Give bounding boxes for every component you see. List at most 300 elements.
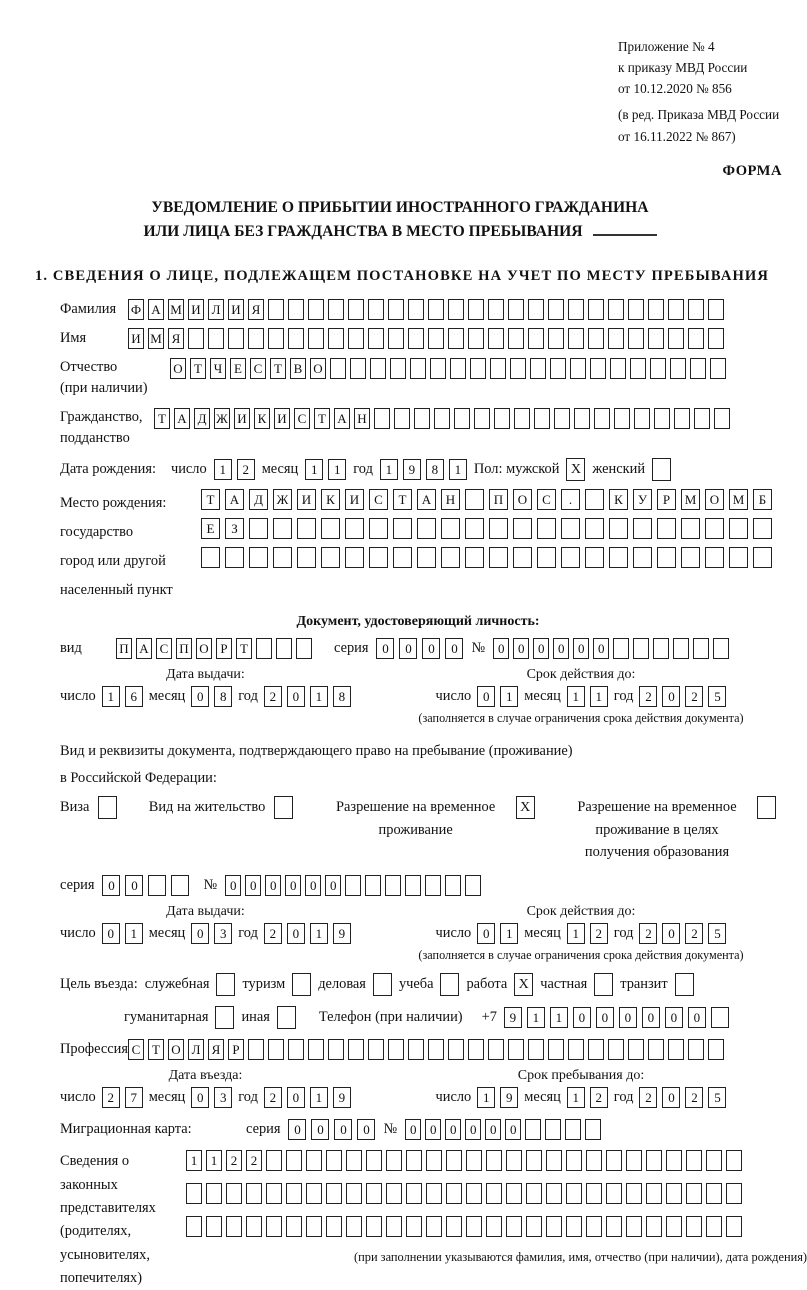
- stay-until-header: Срок пребывания до:: [517, 1068, 645, 1084]
- char-box: 2: [639, 686, 657, 707]
- birth-place-label-line2: государство: [60, 524, 134, 541]
- char-box: [208, 328, 224, 349]
- char-box: 9: [504, 1007, 522, 1028]
- char-box: [489, 547, 508, 568]
- doc-expiry-month-boxes: [567, 686, 608, 707]
- purpose-inaya-checkbox: [277, 1006, 296, 1029]
- char-box: И: [228, 299, 244, 320]
- char-box: [410, 358, 426, 379]
- char-box: [246, 1216, 262, 1237]
- char-box: З: [225, 518, 244, 539]
- char-box: [566, 1150, 582, 1171]
- char-box: [434, 408, 450, 429]
- char-box: [606, 1216, 622, 1237]
- doc-number-label: №: [471, 639, 486, 656]
- char-box: [445, 875, 461, 896]
- month-word: месяц: [148, 687, 186, 704]
- char-box: [466, 1216, 482, 1237]
- entry-date-header: Дата въезда:: [168, 1068, 243, 1084]
- char-box: Т: [393, 489, 412, 510]
- char-box: К: [609, 489, 628, 510]
- char-box: [171, 875, 189, 896]
- char-box: 0: [287, 1087, 305, 1108]
- char-box: [711, 1007, 729, 1028]
- char-box: 0: [325, 875, 341, 896]
- char-box: [650, 358, 666, 379]
- char-box: [474, 408, 490, 429]
- char-box: [673, 638, 689, 659]
- representatives-boxes-row1: [186, 1150, 807, 1171]
- char-box: 0: [665, 1007, 683, 1028]
- char-box: [608, 1039, 624, 1060]
- char-box: [585, 489, 604, 510]
- char-box: [706, 1216, 722, 1237]
- form-title-line1: УВЕДОМЛЕНИЕ О ПРИБЫТИИ ИНОСТРАННОГО ГРАЖДАНИНА: [151, 198, 649, 216]
- day-word: число: [435, 687, 472, 704]
- section-1-heading: 1. СВЕДЕНИЯ О ЛИЦЕ, ПОДЛЕЖАЩЕМ ПОСТАНОВКЕ НА УЧЕТ ПО МЕСТУ ПРЕБЫВАНИЯ: [34, 267, 770, 284]
- representatives-boxes-row2: [186, 1183, 807, 1204]
- char-box: [201, 547, 220, 568]
- char-box: [668, 328, 684, 349]
- purpose-gumanitarnaya-checkbox: [215, 1006, 234, 1029]
- char-box: [386, 1216, 402, 1237]
- char-box: [249, 518, 268, 539]
- purpose-row: [60, 973, 776, 996]
- entry-date-block: [60, 1068, 351, 1108]
- char-box: 9: [333, 923, 351, 944]
- char-box: 0: [662, 686, 680, 707]
- char-box: [726, 1183, 742, 1204]
- char-box: [546, 1183, 562, 1204]
- char-box: О: [705, 489, 724, 510]
- legal-header-line: от 16.11.2022 № 867): [618, 128, 736, 144]
- char-box: [328, 1039, 344, 1060]
- char-box: [225, 547, 244, 568]
- patronymic-label-line2: (при наличии): [60, 379, 148, 396]
- char-box: И: [128, 328, 144, 349]
- month-word: месяц: [524, 925, 561, 942]
- char-box: [726, 1150, 742, 1171]
- doc-type-row: [60, 638, 776, 659]
- char-box: [266, 1150, 282, 1171]
- char-box: 0: [102, 923, 120, 944]
- char-box: 8: [426, 459, 444, 480]
- doc-restriction-note: (заполняется в случае ограничения срока действия документа): [418, 710, 744, 725]
- char-box: [405, 875, 421, 896]
- char-box: 0: [405, 1119, 421, 1140]
- legal-header-line: (в ред. Приказа МВД России: [618, 107, 780, 123]
- birth-place-boxes-row1: [201, 489, 772, 510]
- char-box: Ж: [214, 408, 230, 429]
- char-box: 8: [214, 686, 232, 707]
- char-box: [614, 408, 630, 429]
- day-word: число: [60, 1089, 96, 1106]
- char-box: [546, 1150, 562, 1171]
- char-box: [694, 408, 710, 429]
- char-box: [690, 358, 706, 379]
- char-box: [628, 1039, 644, 1060]
- purpose-tranzit-checkbox: [675, 973, 694, 996]
- char-box: [490, 358, 506, 379]
- char-box: [426, 1183, 442, 1204]
- char-box: [465, 547, 484, 568]
- char-box: [714, 408, 730, 429]
- char-box: [186, 1216, 202, 1237]
- char-box: [248, 1039, 264, 1060]
- char-box: [708, 299, 724, 320]
- char-box: [588, 1039, 604, 1060]
- permit-number-label: №: [203, 877, 218, 894]
- char-box: 0: [422, 638, 440, 659]
- char-box: [488, 1039, 504, 1060]
- char-box: К: [321, 489, 340, 510]
- char-box: [297, 547, 316, 568]
- permit-issue-dateline: [60, 923, 351, 944]
- char-box: 1: [214, 459, 232, 480]
- char-box: 1: [567, 686, 585, 707]
- residence-doc-options: [60, 796, 776, 863]
- char-box: 0: [662, 1087, 680, 1108]
- char-box: 0: [311, 1119, 329, 1140]
- char-box: [613, 638, 629, 659]
- purpose-item-label: иная: [241, 1009, 270, 1026]
- char-box: 0: [619, 1007, 637, 1028]
- char-box: [608, 328, 624, 349]
- char-box: [713, 638, 729, 659]
- char-box: [561, 518, 580, 539]
- char-box: Я: [208, 1039, 224, 1060]
- purpose-item-label: деловая: [318, 976, 366, 993]
- char-box: [566, 1216, 582, 1237]
- char-box: [276, 638, 292, 659]
- char-box: 9: [333, 1087, 351, 1108]
- char-box: [686, 1150, 702, 1171]
- year-word: год: [238, 687, 258, 704]
- char-box: .: [561, 489, 580, 510]
- char-box: 1: [102, 686, 120, 707]
- migration-card-label: Миграционная карта:: [60, 1121, 192, 1138]
- phone-label: Телефон (при наличии): [318, 1009, 463, 1026]
- char-box: [585, 547, 604, 568]
- char-box: Н: [354, 408, 370, 429]
- phone-prefix: +7: [481, 1009, 497, 1026]
- char-box: [268, 299, 284, 320]
- residence-permit-option: [149, 796, 294, 819]
- char-box: [306, 1216, 322, 1237]
- char-box: 0: [493, 638, 509, 659]
- char-box: [510, 358, 526, 379]
- char-box: [706, 1150, 722, 1171]
- migration-number-label: №: [383, 1121, 398, 1138]
- char-box: 0: [287, 686, 305, 707]
- char-box: 9: [500, 1087, 518, 1108]
- char-box: [609, 547, 628, 568]
- char-box: 2: [590, 923, 608, 944]
- title-blank-line: [593, 220, 657, 236]
- char-box: 0: [425, 1119, 441, 1140]
- surname-row: [60, 299, 776, 320]
- char-box: И: [345, 489, 364, 510]
- char-box: [633, 518, 652, 539]
- char-box: И: [274, 408, 290, 429]
- char-box: О: [513, 489, 532, 510]
- char-box: [268, 328, 284, 349]
- char-box: 2: [264, 686, 282, 707]
- char-box: [470, 358, 486, 379]
- char-box: [406, 1216, 422, 1237]
- char-box: 3: [214, 923, 232, 944]
- representatives-label-line: Сведения о: [60, 1153, 130, 1170]
- char-box: А: [136, 638, 152, 659]
- char-box: 0: [287, 923, 305, 944]
- permit-restriction-note: (заполняется в случае ограничения срока действия документа): [418, 948, 744, 963]
- char-box: 7: [125, 1087, 143, 1108]
- doc-series-label: серия: [334, 639, 369, 656]
- char-box: [297, 518, 316, 539]
- char-box: [465, 489, 484, 510]
- permit-number-boxes: [225, 875, 481, 896]
- char-box: [486, 1150, 502, 1171]
- char-box: [657, 518, 676, 539]
- char-box: Л: [208, 299, 224, 320]
- char-box: [266, 1183, 282, 1204]
- birth-place-row: [60, 489, 776, 604]
- char-box: 1: [310, 1087, 328, 1108]
- char-box: В: [290, 358, 306, 379]
- stay-until-dateline: [436, 1087, 727, 1108]
- char-box: [506, 1183, 522, 1204]
- representatives-labels: [60, 1150, 186, 1290]
- char-box: [288, 1039, 304, 1060]
- char-box: [586, 1150, 602, 1171]
- char-box: 1: [449, 459, 467, 480]
- citizenship-boxes: [154, 408, 730, 429]
- char-box: 6: [125, 686, 143, 707]
- char-box: [228, 328, 244, 349]
- char-box: [417, 547, 436, 568]
- permit-expiry-block: [386, 904, 776, 963]
- char-box: 0: [533, 638, 549, 659]
- doc-expiry-header: Срок действия до:: [526, 666, 636, 682]
- char-box: 0: [102, 875, 120, 896]
- char-box: [448, 328, 464, 349]
- char-box: [489, 518, 508, 539]
- char-box: [648, 328, 664, 349]
- char-box: Т: [154, 408, 170, 429]
- char-box: [374, 408, 390, 429]
- char-box: [628, 328, 644, 349]
- birth-place-boxes: [201, 489, 772, 576]
- permit-expiry-day-boxes: [477, 923, 518, 944]
- char-box: [393, 547, 412, 568]
- char-box: 1: [500, 923, 518, 944]
- surname-boxes: [128, 299, 724, 320]
- char-box: [626, 1216, 642, 1237]
- char-box: 1: [125, 923, 143, 944]
- identity-doc-heading: Документ, удостоверяющий личность:: [296, 613, 540, 629]
- char-box: [514, 408, 530, 429]
- char-box: [488, 328, 504, 349]
- month-word: месяц: [524, 1089, 561, 1106]
- purpose-chastnaya-checkbox: [594, 973, 613, 996]
- char-box: 2: [237, 459, 255, 480]
- year-word: год: [613, 687, 634, 704]
- char-box: 0: [573, 638, 589, 659]
- char-box: [346, 1150, 362, 1171]
- citizenship-row: [60, 407, 776, 449]
- char-box: [565, 1119, 581, 1140]
- purpose-row2: [124, 1006, 776, 1029]
- char-box: [186, 1183, 202, 1204]
- day-word: число: [170, 461, 207, 478]
- char-box: [705, 518, 724, 539]
- char-box: К: [254, 408, 270, 429]
- char-box: М: [729, 489, 748, 510]
- permit-issue-year-boxes: [264, 923, 351, 944]
- day-word: число: [435, 1089, 472, 1106]
- purpose-item-label: туризм: [242, 976, 286, 993]
- migration-series-boxes: [288, 1119, 375, 1140]
- char-box: [286, 1183, 302, 1204]
- char-box: 0: [513, 638, 529, 659]
- char-box: [248, 328, 264, 349]
- char-box: [585, 1119, 601, 1140]
- char-box: [246, 1183, 262, 1204]
- stay-year-boxes: [639, 1087, 726, 1108]
- char-box: 2: [639, 1087, 657, 1108]
- profession-boxes: [128, 1039, 724, 1060]
- visa-label: Виза: [60, 799, 90, 816]
- doc-dates-row: [60, 667, 776, 726]
- char-box: [526, 1216, 542, 1237]
- char-box: Д: [194, 408, 210, 429]
- patronymic-label: [60, 357, 170, 399]
- char-box: [586, 1216, 602, 1237]
- char-box: [446, 1150, 462, 1171]
- char-box: [526, 1150, 542, 1171]
- char-box: [369, 518, 388, 539]
- char-box: [668, 1039, 684, 1060]
- char-box: [654, 408, 670, 429]
- birth-place-label-line1: Место рождения:: [60, 495, 167, 512]
- char-box: [686, 1183, 702, 1204]
- char-box: 1: [567, 923, 585, 944]
- char-box: Ф: [128, 299, 144, 320]
- char-box: 1: [477, 1087, 495, 1108]
- char-box: [590, 358, 606, 379]
- char-box: [508, 1039, 524, 1060]
- char-box: [568, 1039, 584, 1060]
- char-box: 1: [500, 686, 518, 707]
- char-box: [406, 1150, 422, 1171]
- purpose-item-label: учеба: [398, 976, 434, 993]
- char-box: [206, 1216, 222, 1237]
- permit-series-row: [60, 875, 776, 896]
- char-box: [648, 1039, 664, 1060]
- char-box: [508, 299, 524, 320]
- char-box: С: [250, 358, 266, 379]
- char-box: [306, 1150, 322, 1171]
- form-title-line2: ИЛИ ЛИЦА БЕЗ ГРАЖДАНСТВА В МЕСТО ПРЕБЫВАНИЯ: [143, 222, 583, 240]
- char-box: 0: [573, 1007, 591, 1028]
- purpose-prefix: Цель въезда:: [60, 976, 138, 993]
- char-box: [249, 547, 268, 568]
- char-box: А: [174, 408, 190, 429]
- char-box: [548, 299, 564, 320]
- char-box: [468, 1039, 484, 1060]
- char-box: 0: [334, 1119, 352, 1140]
- entry-month-boxes: [191, 1087, 232, 1108]
- migration-series-label: серия: [246, 1121, 281, 1138]
- char-box: М: [148, 328, 164, 349]
- legal-header: [618, 36, 793, 147]
- char-box: [566, 1183, 582, 1204]
- char-box: [286, 1216, 302, 1237]
- name-label: Имя: [60, 330, 87, 347]
- birth-date-row: [60, 458, 776, 481]
- char-box: [326, 1150, 342, 1171]
- surname-label: Фамилия: [60, 301, 117, 318]
- char-box: [528, 1039, 544, 1060]
- char-box: 1: [328, 459, 346, 480]
- sex-female-label: женский: [592, 461, 646, 478]
- char-box: Н: [441, 489, 460, 510]
- char-box: [425, 875, 441, 896]
- char-box: 5: [708, 686, 726, 707]
- char-box: [428, 328, 444, 349]
- char-box: [546, 1216, 562, 1237]
- char-box: [729, 547, 748, 568]
- char-box: [394, 408, 410, 429]
- char-box: [526, 1183, 542, 1204]
- char-box: [594, 408, 610, 429]
- char-box: 0: [285, 875, 301, 896]
- char-box: [393, 518, 412, 539]
- char-box: И: [188, 299, 204, 320]
- char-box: П: [116, 638, 132, 659]
- char-box: 1: [186, 1150, 202, 1171]
- char-box: [628, 299, 644, 320]
- permit-issue-month-boxes: [191, 923, 232, 944]
- char-box: 2: [226, 1150, 242, 1171]
- char-box: 5: [708, 1087, 726, 1108]
- char-box: [561, 547, 580, 568]
- entry-dateline: [60, 1087, 351, 1108]
- char-box: 0: [125, 875, 143, 896]
- char-box: [345, 547, 364, 568]
- char-box: [368, 328, 384, 349]
- purpose-item-label: частная: [540, 976, 588, 993]
- sex-male-checkbox: X: [566, 458, 585, 481]
- char-box: 2: [246, 1150, 262, 1171]
- citizenship-label-line1: Гражданство,: [60, 408, 143, 425]
- char-box: [534, 408, 550, 429]
- char-box: 1: [310, 686, 328, 707]
- birth-day-boxes: [214, 459, 255, 480]
- char-box: Б: [753, 489, 772, 510]
- char-box: [326, 1216, 342, 1237]
- char-box: [288, 299, 304, 320]
- sex-label: Пол: мужской: [473, 461, 560, 478]
- char-box: 2: [685, 923, 703, 944]
- char-box: [545, 1119, 561, 1140]
- char-box: Р: [657, 489, 676, 510]
- day-word: число: [60, 925, 96, 942]
- char-box: [454, 408, 470, 429]
- char-box: [626, 1150, 642, 1171]
- char-box: [366, 1216, 382, 1237]
- char-box: 0: [477, 923, 495, 944]
